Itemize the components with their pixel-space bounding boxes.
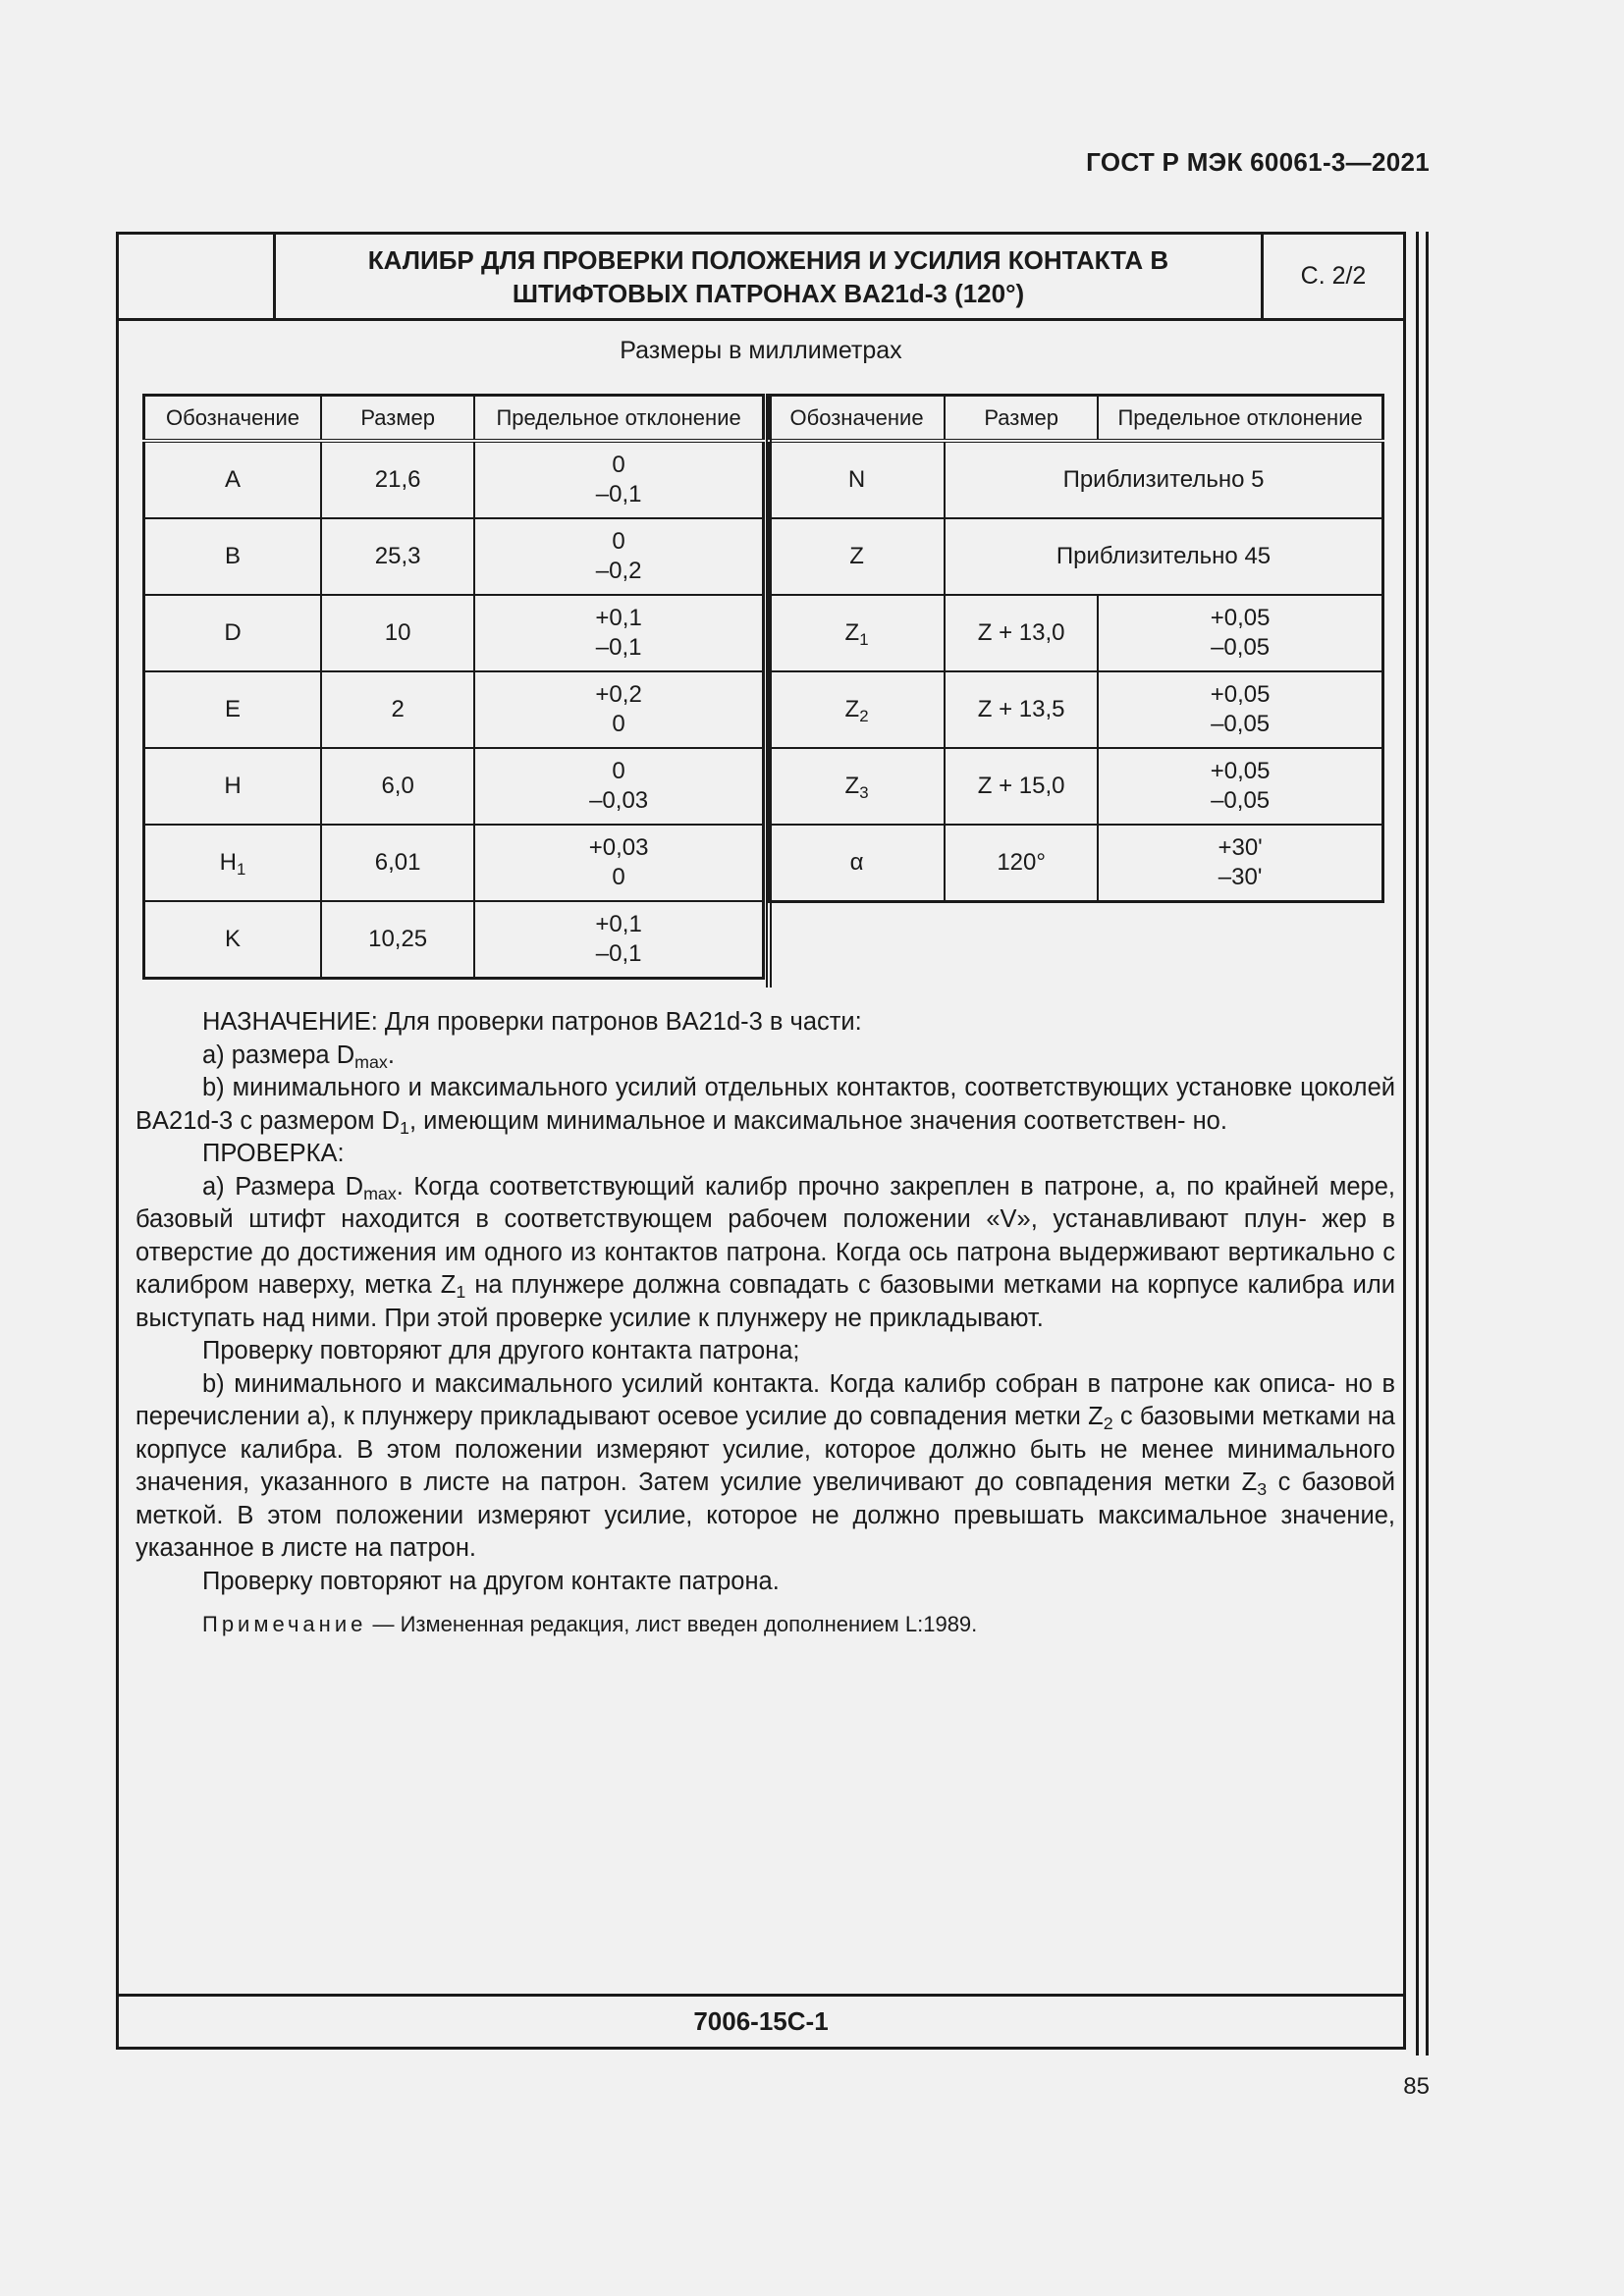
tolerance-cell: +0,1 –0,1: [474, 901, 763, 979]
tolerance-cell: +0,05 –0,05: [1098, 595, 1382, 671]
designation-cell: $Z_1$: [769, 595, 946, 671]
sheet-frame: [116, 232, 1406, 2050]
table-row: [144, 441, 764, 518]
designation-cell: $H_1$: [144, 825, 322, 901]
table-row: [144, 595, 764, 671]
sheet-title: [276, 235, 1264, 318]
tolerance-cell: 0 –0,1: [474, 441, 763, 518]
table-row: [769, 441, 1383, 518]
column-header: Размер: [945, 396, 1098, 442]
table-row: [144, 671, 764, 748]
column-header: Обозначение: [144, 396, 322, 442]
note-label: Примечание: [202, 1612, 367, 1636]
designation-cell: D: [144, 595, 322, 671]
approx-cell: Приблизительно 5: [945, 441, 1382, 518]
note-text: — Измененная редакция, лист введен дополнением L:1989.: [366, 1612, 978, 1636]
table-row: [144, 825, 764, 901]
size-cell: Z + 15,0: [945, 748, 1098, 825]
page-number: 85: [1403, 2073, 1430, 2100]
purpose-heading: НАЗНАЧЕНИЕ: Для проверки патронов BA21d-3 в части:: [202, 1008, 862, 1036]
size-cell: 21,6: [321, 441, 474, 518]
tolerance-cell: 0 –0,2: [474, 518, 763, 595]
document-code: ГОСТ Р МЭК 60061-3—2021: [1086, 147, 1430, 177]
check-repeat-a: Проверку повторяют для другого контакта патрона;: [202, 1337, 800, 1364]
tolerance-cell: +0,03 0: [474, 825, 763, 901]
designation-cell: E: [144, 671, 322, 748]
sheet-header: [119, 235, 1403, 321]
check-item-a: a) Размера $D_{max}$. Когда соответствующий калибр прочно закреплен в патроне, а, по крайней мере, базовый штифт находится в соответствующем рабочем положении «V», устанавливают плун- жер в отверстие до достижения им одного из контактов патрона. Когда ось патрона выдерживают вертикально с калибром наверху, метка $Z_1$ на плунжере должна совпадать с базовыми метками на корпусе калибра или выступать над ними. При этой проверке усилие к плунжеру не прикладывают.: [135, 1172, 1395, 1332]
size-cell: 10,25: [321, 901, 474, 979]
dimensions-table-left: [142, 394, 765, 980]
tolerance-cell: +0,2 0: [474, 671, 763, 748]
table-row: [769, 595, 1383, 671]
dimensions-table-right: [767, 394, 1384, 903]
size-cell: 120°: [945, 825, 1098, 902]
check-heading: ПРОВЕРКА:: [202, 1140, 345, 1167]
header-blank-cell: [119, 235, 276, 318]
size-cell: Z + 13,0: [945, 595, 1098, 671]
table-row: [769, 518, 1383, 595]
size-cell: 2: [321, 671, 474, 748]
table-row: [144, 748, 764, 825]
size-cell: 6,01: [321, 825, 474, 901]
sheet-title-line1: КАЛИБР ДЛЯ ПРОВЕРКИ ПОЛОЖЕНИЯ И УСИЛИЯ КОНТАКТА В: [367, 244, 1169, 275]
table-row: [144, 518, 764, 595]
designation-cell: H: [144, 748, 322, 825]
designation-cell: K: [144, 901, 322, 979]
tolerance-cell: +30' –30': [1098, 825, 1382, 902]
size-cell: 25,3: [321, 518, 474, 595]
size-cell: 10: [321, 595, 474, 671]
check-repeat-b: Проверку повторяют на другом контакте патрона.: [202, 1567, 780, 1595]
table-row: [144, 901, 764, 979]
tolerance-cell: +0,05 –0,05: [1098, 748, 1382, 825]
purpose-item-b: b) минимального и максимального усилий отдельных контактов, соответствующих установке цоколей BA21d-3 с размером $D_1$, имеющим минимальное и максимальное значения соответствен- но.: [135, 1074, 1395, 1138]
check-item-b: b) минимального и максимального усилий контакта. Когда калибр собран в патроне как описа- но в перечислении а), к плунжеру прикладывают осевое усилие до совпадения метки $Z_2$ с базовыми метками на корпусе калибра. В этом положении измеряют усилие, которое должно быть не менее минимального значения, указанного в листе на патрон. Затем усилие увеличивают до совпадения метки $Z_3$ с базовой меткой. В этом положении измеряют усилие, которое не должно превышать максимальное значение, указанное в листе на патрон.: [135, 1369, 1395, 1562]
designation-cell: Z: [769, 518, 946, 595]
size-cell: 6,0: [321, 748, 474, 825]
margin-rule: [1416, 232, 1419, 2056]
margin-rule: [1426, 232, 1429, 2056]
designation-cell: A: [144, 441, 322, 518]
size-cell: Z + 13,5: [945, 671, 1098, 748]
designation-cell: B: [144, 518, 322, 595]
column-header: Обозначение: [769, 396, 946, 442]
purpose-item-a: a) размера $D_{max}$.: [202, 1041, 395, 1072]
table-row: [769, 748, 1383, 825]
description-text: [135, 1006, 1395, 1641]
tolerance-cell: 0 –0,03: [474, 748, 763, 825]
tolerance-cell: +0,05 –0,05: [1098, 671, 1382, 748]
units-caption: Размеры в миллиметрах: [620, 337, 902, 364]
designation-cell: $Z_3$: [769, 748, 946, 825]
column-header: Предельное отклонение: [1098, 396, 1382, 442]
designation-cell: $Z_2$: [769, 671, 946, 748]
column-header: Размер: [321, 396, 474, 442]
designation-cell: N: [769, 441, 946, 518]
sheet-number: С. 2/2: [1300, 262, 1367, 290]
table-row: [769, 825, 1383, 902]
tolerance-cell: +0,1 –0,1: [474, 595, 763, 671]
table-row: [769, 671, 1383, 748]
sheet-footer-code: 7006-15C-1: [119, 1994, 1403, 2047]
note: [135, 1608, 1395, 1641]
approx-cell: Приблизительно 45: [945, 518, 1382, 595]
sheet-title-line2: ШТИФТОВЫХ ПАТРОНАХ BA21d-3 (120°): [512, 278, 1025, 308]
column-header: Предельное отклонение: [474, 396, 763, 442]
designation-cell: α: [769, 825, 946, 902]
